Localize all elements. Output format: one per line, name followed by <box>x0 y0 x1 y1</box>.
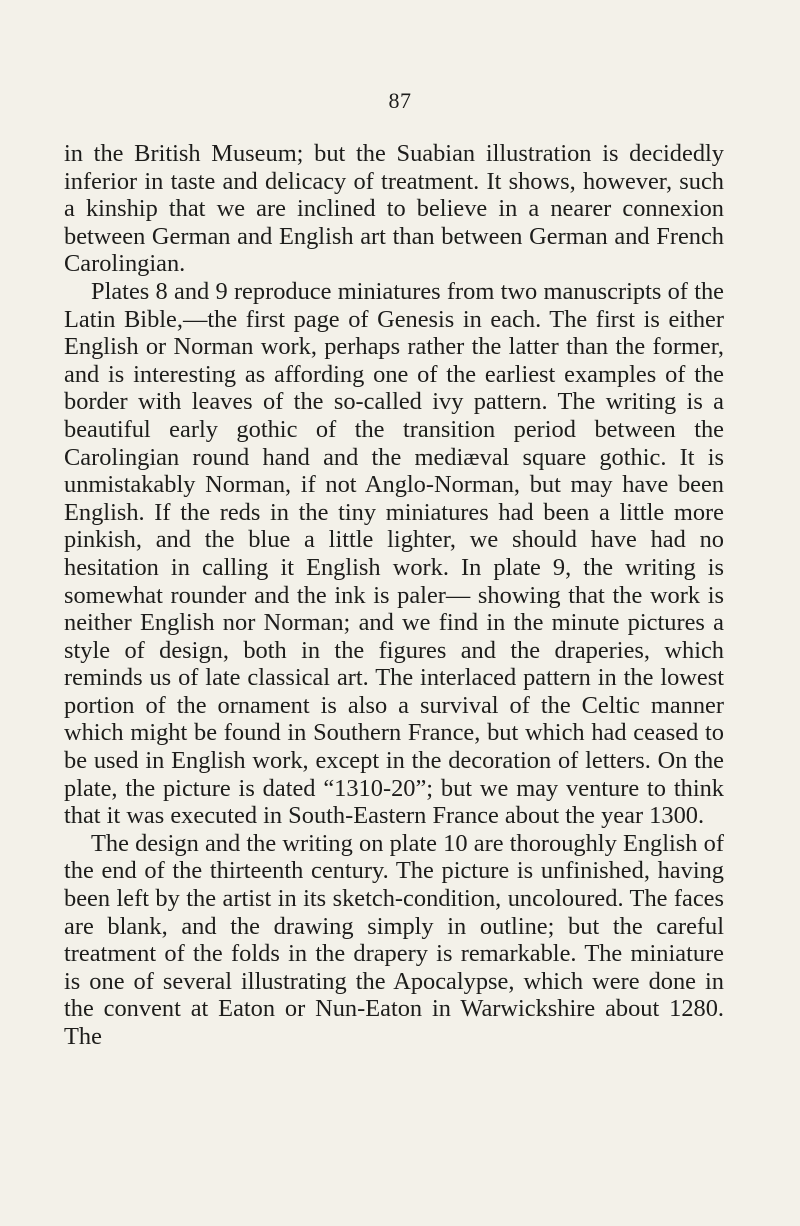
paragraph-continuation: in the British Museum; but the Suabian illustration is decidedly inferior in taste and delicacy of treatment. It shows, however, such a kinship that we are inclined to believe in a nearer connexion between German and English art than between German and French Carolingian. <box>64 140 724 278</box>
page-number: 87 <box>388 88 412 113</box>
body-text <box>64 140 724 1051</box>
paragraph-plate-10: The design and the writing on plate 10 are thoroughly English of the end of the thirteenth century. The picture is unfinished, having been left by the artist in its sketch-condition, uncoloured. The faces are blank, and the drawing simply in outline; but the careful treatment of the folds in the drapery is remarkable. The miniature is one of several illustrating the Apocalypse, which were done in the convent at Eaton or Nun-Eaton in Warwickshire about 1280. The <box>64 829 724 1050</box>
paragraph-plates-8-9: Plates 8 and 9 reproduce miniatures from two manuscripts of the Latin Bible,—the first page of Genesis in each. The first is either English or Norman work, perhaps rather the latter than the former, and is interesting as affording one of the earliest examples of the border with leaves of the so-called ivy pattern. The writing is a beautiful early gothic of the transition period between the Carolingian round hand and the mediæval square gothic. It is unmistakably Norman, if not Anglo-Norman, but may have been English. If the reds in the tiny miniatures had been a little more pinkish, and the blue a little lighter, we should have had no hesitation in calling it English work. In plate 9, the writing is somewhat rounder and the ink is paler— showing that the work is neither English nor Norman; and we find in the minute pictures a style of design, both in the figures and the draperies, which reminds us of late classical art. The interlaced pattern in the lowest portion of the ornament is also a survival of the Celtic manner which might be found in Southern France, but which had ceased to be used in English work, except in the decoration of letters. On the plate, the picture is dated “1310-20”; but we may venture to think that it was executed in South-Eastern France about the year 1300. <box>64 277 724 830</box>
